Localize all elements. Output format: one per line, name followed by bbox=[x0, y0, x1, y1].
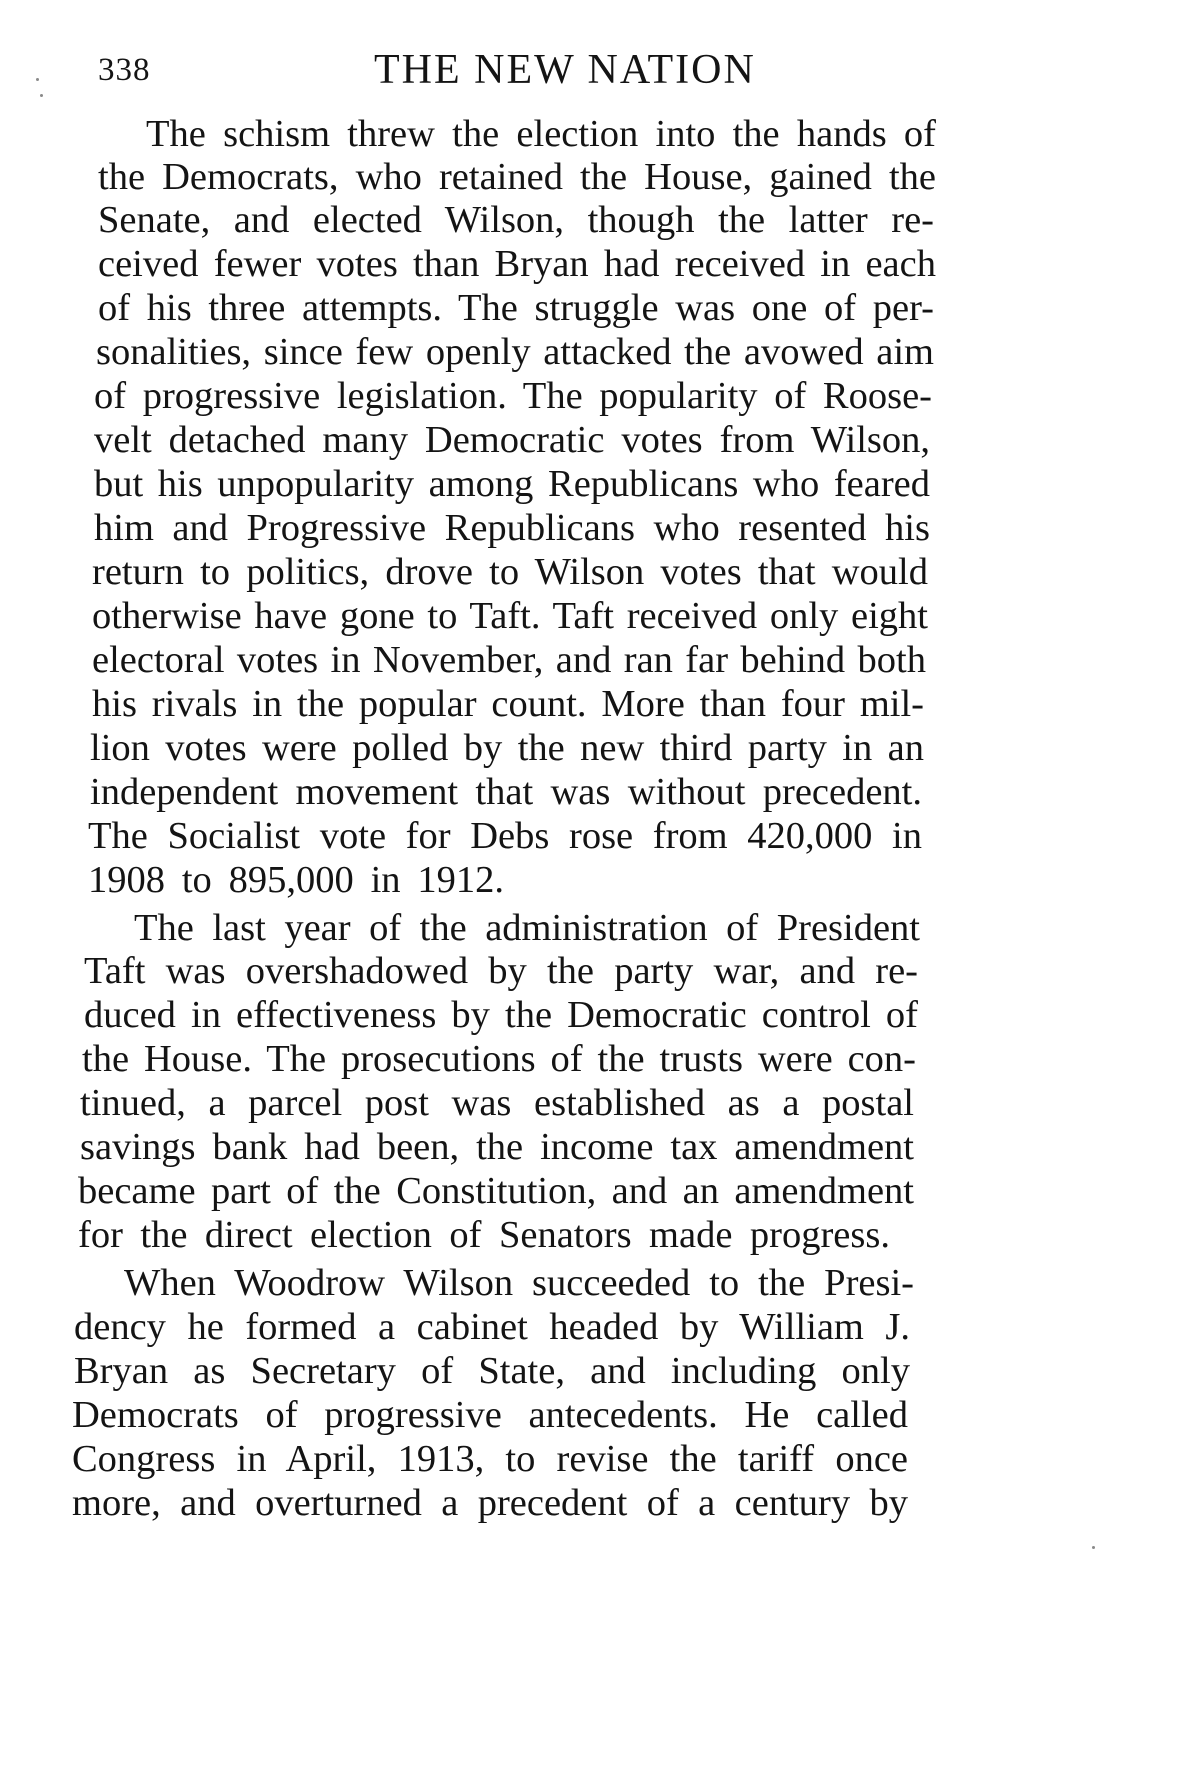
text-line: his rivals in the popular count. More than four mil- bbox=[92, 683, 924, 725]
text-line: Taft was overshadowed by the party war, and re- bbox=[84, 950, 918, 992]
text-line: return to politics, drove to Wilson votes that would bbox=[92, 551, 928, 593]
text-line: tinued, a parcel post was established as a postal bbox=[80, 1082, 914, 1124]
text-line: savings bank had been, the income tax amendment bbox=[80, 1126, 914, 1168]
text-line: the House. The prosecutions of the trusts were con- bbox=[82, 1038, 916, 1080]
text-line: Democrats of progressive antecedents. He called bbox=[72, 1394, 908, 1436]
print-speck bbox=[36, 78, 39, 81]
text-line: The schism threw the election into the hands of bbox=[146, 113, 936, 155]
text-line: of his three attempts. The struggle was one of per- bbox=[98, 287, 934, 329]
print-speck bbox=[40, 94, 43, 97]
running-head bbox=[98, 46, 1042, 106]
text-line: Senate, and elected Wilson, though the latter re- bbox=[98, 199, 934, 241]
print-speck bbox=[1092, 1546, 1095, 1549]
text-line: duced in effectiveness by the Democratic control of bbox=[84, 994, 918, 1036]
text-line: The Socialist vote for Debs rose from 420,000 in bbox=[88, 815, 922, 857]
text-line: but his unpopularity among Republicans who feared bbox=[94, 463, 930, 505]
text-line: 1908 to 895,000 in 1912. bbox=[88, 859, 504, 901]
text-line: Bryan as Secretary of State, and including only bbox=[74, 1350, 910, 1392]
text-line: for the direct election of Senators made progress. bbox=[78, 1214, 890, 1256]
text-line: sonalities, since few openly attacked the avowed aim bbox=[96, 331, 934, 373]
text-line: When Woodrow Wilson succeeded to the Presi- bbox=[124, 1262, 914, 1304]
text-line: the Democrats, who retained the House, gained the bbox=[98, 156, 936, 198]
text-line: became part of the Constitution, and an amendment bbox=[78, 1170, 914, 1212]
running-title: THE NEW NATION bbox=[374, 47, 756, 93]
text-line: more, and overturned a precedent of a century by bbox=[72, 1482, 908, 1524]
text-line: otherwise have gone to Taft. Taft received only eight bbox=[92, 595, 928, 637]
text-line: of progressive legislation. The popularity of Roose- bbox=[94, 375, 932, 417]
text-line: dency he formed a cabinet headed by William J. bbox=[74, 1306, 910, 1348]
page-number: 338 bbox=[98, 52, 151, 88]
text-line: independent movement that was without precedent. bbox=[90, 771, 922, 813]
text-line: velt detached many Democratic votes from Wilson, bbox=[94, 419, 930, 461]
text-line: him and Progressive Republicans who resented his bbox=[94, 507, 930, 549]
text-line: Congress in April, 1913, to revise the tariff once bbox=[72, 1438, 908, 1480]
text-line: The last year of the administration of President bbox=[134, 907, 920, 949]
text-line: ceived fewer votes than Bryan had received in each bbox=[98, 243, 936, 285]
text-line: electoral votes in November, and ran far behind both bbox=[92, 639, 926, 681]
text-line: lion votes were polled by the new third party in an bbox=[90, 727, 924, 769]
